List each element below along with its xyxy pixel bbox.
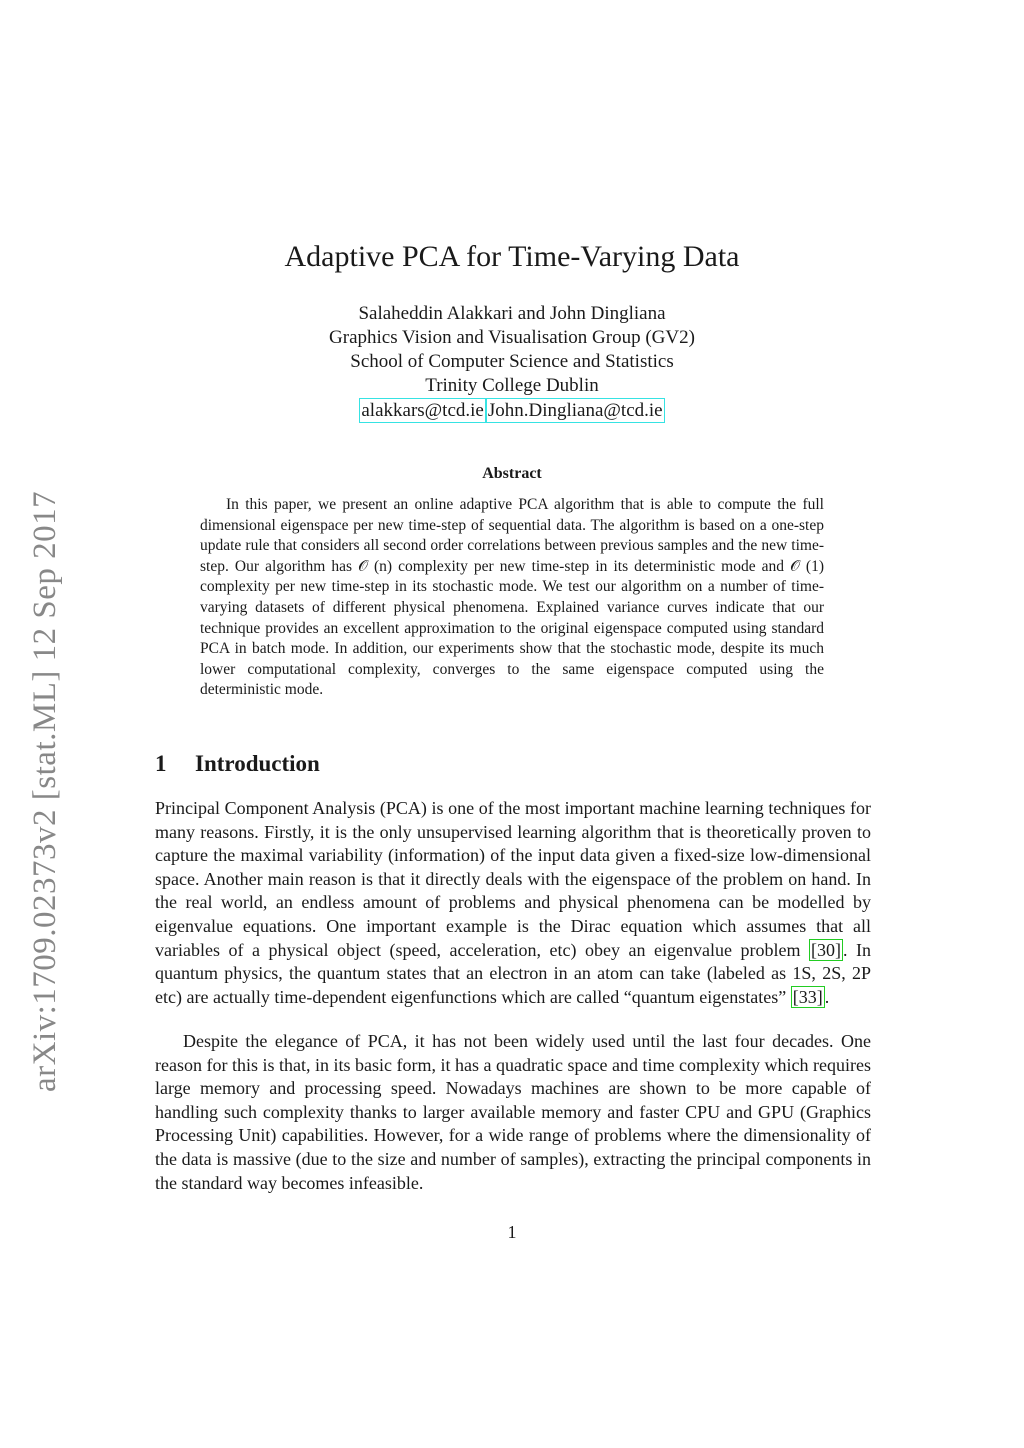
email-link-alakkari[interactable]: alakkars@tcd.ie xyxy=(361,400,484,421)
author-school: School of Computer Science and Statistics xyxy=(350,351,674,372)
paragraph-1-text-c: . xyxy=(824,986,830,1007)
section-number: 1 xyxy=(155,751,167,776)
author-group: Graphics Vision and Visualisation Group (GV2) xyxy=(329,327,695,348)
section-title: Introduction xyxy=(195,751,320,776)
author-institution: Trinity College Dublin xyxy=(425,375,599,396)
introduction-paragraph-2: Despite the elegance of PCA, it has not been widely used until the last four decades. One reason for this is that, in its basic form, it has a quadratic space and time complexity which requires large memory and processing speed. Nowadays machines are shown to be more capable of handling such complexity thanks to larger available memory and faster CPU and GPU (Graphics Processing Unit) capabilities. However, for a wide range of problems where the dimensionality of the data is massive (due to the size and number of samples), extracting the principal components in the standard way becomes infeasible. xyxy=(155,1031,871,1193)
email-link-dingliana[interactable]: John.Dingliana@tcd.ie xyxy=(487,400,663,421)
abstract-heading: Abstract xyxy=(482,465,542,482)
page-number: 1 xyxy=(507,1222,517,1242)
author-names: Salaheddin Alakkari and John Dingliana xyxy=(358,303,666,324)
introduction-paragraph-1 xyxy=(155,797,871,1009)
citation-link-33[interactable]: [33] xyxy=(792,986,823,1007)
citation-link-30[interactable]: [30] xyxy=(810,939,841,960)
arxiv-identifier-stamp: arXiv:1709.02373v2 [stat.ML] 12 Sep 2017 xyxy=(27,490,63,1092)
abstract-text: In this paper, we present an online adaptive PCA algorithm that is able to compute the full dimensional eigenspace per new time-step of sequential data. The algorithm is based on a one-step update rule that considers all second order correlations between previous samples and the new time-step. Our algorithm has 𝒪 (n) complexity per new time-step in its deterministic mode and 𝒪 (1) complexity per new time-step in its stochastic mode. We test our algorithm on a number of time-varying datasets of different physical phenomena. Explained variance curves indicate that our technique provides an excellent approximation to the original eigenspace computed using standard PCA in batch mode. In addition, our experiments show that the stochastic mode, despite its much lower computational complexity, converges to the same eigenspace computed using the deterministic mode. xyxy=(200,496,824,699)
paper-title: Adaptive PCA for Time-Varying Data xyxy=(284,240,740,273)
section-heading xyxy=(155,751,320,777)
paragraph-1-text-a: Principal Component Analysis (PCA) is one of the most important machine learning techniques for many reasons. Firstly, it is the only unsupervised learning algorithm that is theoretically proven to capture the maximal variability (information) of the input data given a fixed-size low-dimensional space. Another main reason is that it directly deals with the eigenspace of the problem on hand. In the real world, an endless amount of problems and physical phenomena can be modelled by eigenvalue equations. One important example is the Dirac equation which assumes that all variables of a physical object (speed, acceleration, etc) obey an eigenvalue problem xyxy=(155,798,871,960)
author-block xyxy=(0,302,1024,398)
paragraph-1-text-b: . In quantum physics, the quantum states that an electron in an atom can take (labeled as 1S, 2S, 2P etc) are actually time-dependent eigenfunctions which are called “quantum eigenstates” xyxy=(155,939,871,1007)
author-emails xyxy=(0,398,1024,423)
